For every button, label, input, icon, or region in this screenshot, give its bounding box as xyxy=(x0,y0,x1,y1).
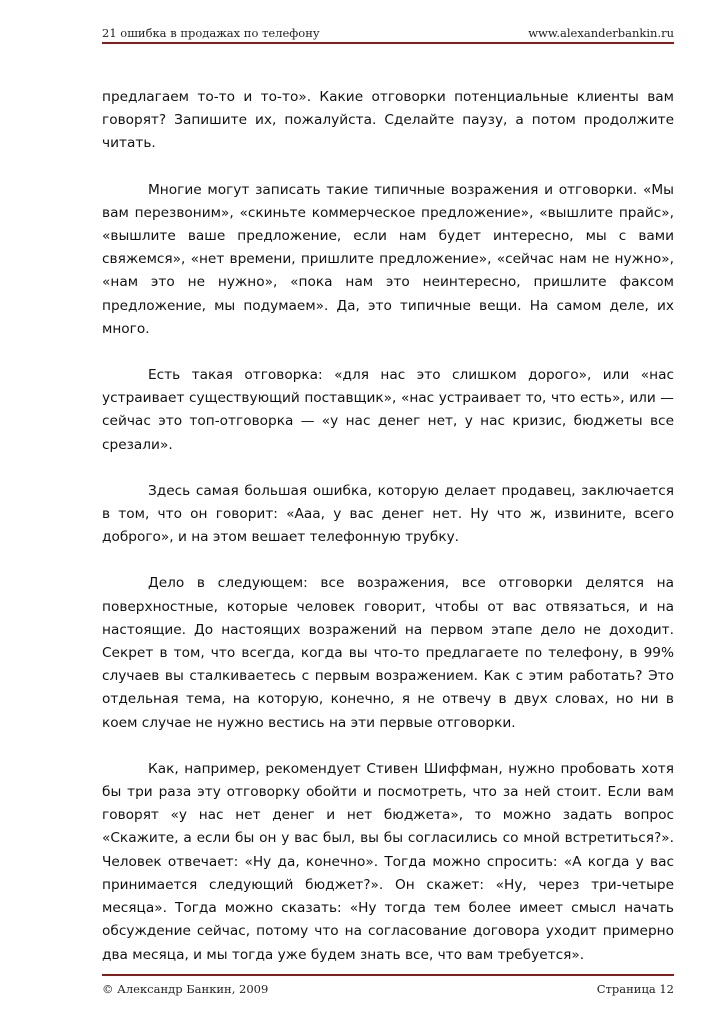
footer-page-number: Страница 12 xyxy=(596,982,674,996)
page-footer xyxy=(102,974,674,1000)
paragraph-continued: предлагаем то-то и то-то». Какие отговорки потенциальные клиенты вам говорят? Запишите их, пожалуйста. Сделайте паузу, а потом продолжите читать. xyxy=(102,89,674,152)
footer-copyright: © Александр Банкин, 2009 xyxy=(102,982,269,996)
paragraph: Как, например, рекомендует Стивен Шиффман, нужно пробовать хотя бы три раза эту отговорку обойти и посмотреть, что за ней стоит. Если вам говорят «у нас нет денег и нет бюджета», то можно задать вопрос «Скажите, а если бы он у вас был, вы бы согласились со мной встретиться?». Человек отвечает: «Ну да, конечно». Тогда можно спросить: «А когда у вас принимается следующий бюджет?». Он скажет: «Ну, через три-четыре месяца». Тогда можно сказать: «Ну тогда тем более имеет смысл начать обсуждение сейчас, потому что на согласование договора уходит примерно два месяца, и мы тогда уже будем знать все, что вам требуется». xyxy=(102,760,674,963)
paragraph: Многие могут записать такие типичные возражения и отговорки. «Мы вам перезвоним», «скиньте коммерческое предложение», «вышлите прайс», «вышлите ваше предложение, если нам будет интересно, мы с вами свяжемся», «нет времени, пришлите предложение», «сейчас нам не нужно», «нам это не нужно», «пока нам это неинтересно, пришлите факсом предложение, мы подумаем». Да, это типичные вещи. На самом деле, их много. xyxy=(102,181,674,337)
paragraph: Есть такая отговорка: «для нас это слишком дорого», или «нас устраивает существующий поставщик», «нас устраивает то, что есть», или — сейчас это топ-отговорка — «у нас денег нет, у нас кризис, бюджеты все срезали». xyxy=(102,367,674,453)
header-book-title: 21 ошибка в продажах по телефону xyxy=(102,26,320,40)
paragraph: Дело в следующем: все возражения, все отговорки делятся на поверхностные, которые человек говорит, чтобы от вас отвязаться, и на настоящие. До настоящих возражений на первом этапе дело не доходит. Секрет в том, что всегда, когда вы что-то предлагаете по телефону, в 99% случаев вы сталкиваетесь с первым возражением. Как с этим работать? Это отдельная тема, на которую, конечно, я не отвечу в двух словах, но ни в коем случае не нужно вестись на эти первые отговорки. xyxy=(102,575,674,731)
paragraph: Здесь самая большая ошибка, которую делает продавец, заключается в том, что он говорит: «Ааа, у вас денег нет. Ну что ж, извините, всего доброго», и на этом вешает телефонную трубку. xyxy=(102,482,674,546)
page-header xyxy=(102,22,674,44)
document-body xyxy=(102,86,674,990)
header-website: www.alexanderbankin.ru xyxy=(528,26,674,40)
